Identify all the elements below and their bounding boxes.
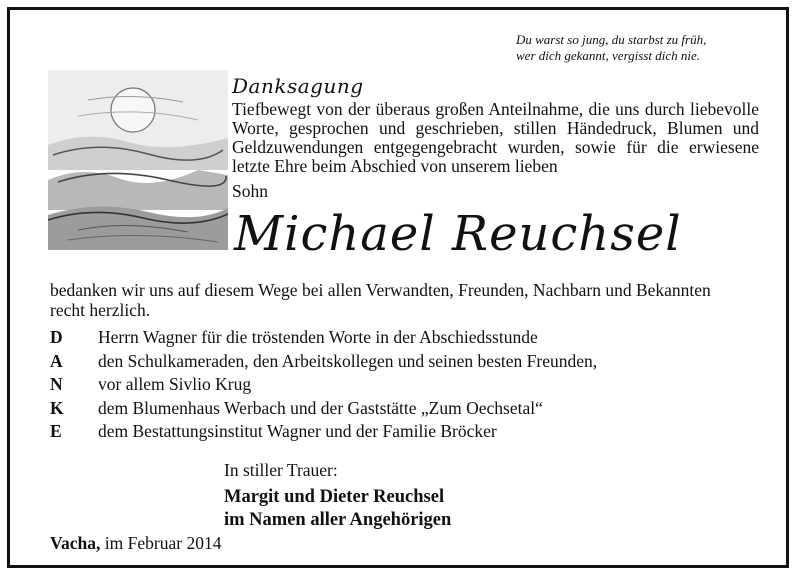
quote-line-2: wer dich gekannt, vergisst dich nie.	[516, 48, 701, 63]
thanks-paragraph: bedanken wir uns auf diesem Wege bei allen Verwandten, Freunden, Nachbarn und Bekannten recht herzlich.	[50, 280, 711, 320]
danke-letter: K	[50, 397, 64, 418]
danke-row	[50, 326, 597, 350]
danke-row	[50, 373, 597, 397]
date-text: im Februar 2014	[104, 533, 222, 553]
danke-text: dem Bestattungsinstitut Wagner und der Familie Bröcker	[98, 421, 497, 441]
deceased-name: Michael Reuchsel	[234, 206, 682, 262]
mourners-block	[224, 486, 451, 532]
danke-row	[50, 420, 597, 444]
danke-text: den Schulkameraden, den Arbeitskollegen und seinen besten Freunden,	[98, 350, 598, 371]
danke-letter: D	[50, 327, 63, 347]
memorial-quote	[516, 32, 746, 64]
danke-row	[50, 397, 597, 421]
danke-list	[50, 326, 597, 444]
mourners-line-1: Margit und Dieter Reuchsel	[224, 487, 445, 507]
intro-paragraph: Tiefbewegt von der überaus großen Anteilnahme, die uns durch liebevolle Worte, gesprochen und geschrieben, stillen Händedruck, Blumen und Geldzuwendungen entgegengebracht wurden, sowie für die erwiesene letzte Ehre beim Abschied von unserem lieben	[232, 99, 759, 176]
quote-line-1: Du warst so jung, du starbst zu früh,	[516, 32, 707, 47]
heading-danksagung: Danksagung	[232, 74, 364, 98]
danke-letter: E	[50, 421, 62, 441]
danke-letter: N	[50, 374, 63, 394]
landscape-illustration	[48, 70, 228, 250]
danke-row	[50, 350, 597, 374]
mourners-line-2: im Namen aller Angehörigen	[224, 510, 452, 530]
danke-letter: A	[50, 350, 63, 371]
intro-last-word: Sohn	[232, 181, 268, 201]
danke-text: vor allem Sivlio Krug	[98, 374, 252, 394]
danke-text: Herrn Wagner für die tröstenden Worte in der Abschiedsstunde	[98, 327, 538, 347]
place-date	[50, 533, 221, 554]
danke-text: dem Blumenhaus Werbach und der Gaststätte „Zum Oechsetal“	[98, 397, 543, 418]
place-name: Vacha,	[50, 533, 101, 553]
mourning-label: In stiller Trauer:	[224, 460, 338, 480]
obituary-card	[7, 7, 789, 568]
